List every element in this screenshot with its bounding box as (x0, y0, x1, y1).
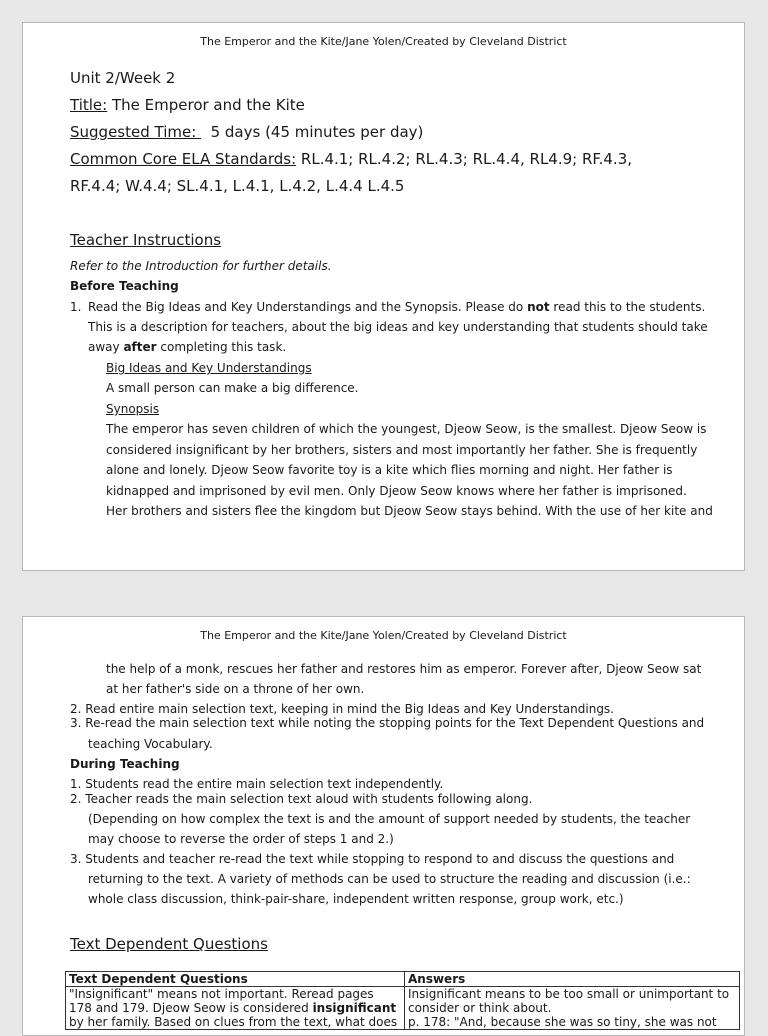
before-step-2: 2. Read entire main selection text, keeping in mind the Big Ideas and Key Understandings. (70, 702, 614, 716)
time-label: Suggested Time: (70, 123, 202, 141)
page-header: The Emperor and the Kite/Jane Yolen/Created by Cleveland District (200, 629, 567, 642)
page-header: The Emperor and the Kite/Jane Yolen/Created by Cleveland District (200, 35, 567, 48)
col-header-questions: Text Dependent Questions (66, 972, 405, 987)
during-step-3: 3. Students and teacher re-read the text while stopping to respond to and discuss the questions and (70, 852, 675, 866)
synopsis-heading: Synopsis (106, 402, 160, 416)
during-step-3-line: whole class discussion, think-pair-share, independent written response, group work, etc.) (88, 892, 624, 906)
table-row (66, 987, 740, 1030)
synopsis-line: Her brothers and sisters flee the kingdom but Djeow Seow stays behind. With the use of her kite and (106, 504, 713, 518)
standards-label: Common Core ELA Standards: (70, 150, 297, 168)
document-page-2 (22, 616, 745, 1036)
refer-note: Refer to the Introduction for further details. (70, 259, 332, 273)
tdq-heading: Text Dependent Questions (70, 935, 268, 953)
step-1-line-3: away after completing this task. (88, 340, 287, 354)
synopsis-line: considered insignificant by her brothers, sisters and most importantly her father. She is frequently (106, 443, 698, 457)
title-label: Title: (70, 96, 108, 114)
before-teaching-heading: Before Teaching (70, 279, 179, 293)
step-1-number: 1. (70, 300, 82, 314)
insignificant-bold: insignificant (312, 1001, 397, 1015)
big-ideas-heading: Big Ideas and Key Understandings (106, 361, 312, 375)
before-step-3: 3. Re-read the main selection text while noting the stopping points for the Text Dependent Questions and (70, 716, 705, 730)
time-value: 5 days (45 minutes per day) (201, 123, 424, 141)
big-ideas-text: A small person can make a big difference. (106, 381, 359, 395)
step-1-bold: not (527, 300, 550, 314)
standards-line-2: RF.4.4; W.4.4; SL.4.1, L.4.1, L.4.2, L.4.4 L.4.5 (70, 177, 405, 195)
question-cell: "Insignificant" means not important. Reread pages 178 and 179. Djeow Seow is considered insignificant by her family. Based on clues from the text, what does (66, 987, 405, 1030)
standards-line (70, 146, 632, 173)
synopsis-continued-line: the help of a monk, rescues her father and restores him as emperor. Forever after, Djeow Seow sat (106, 662, 702, 676)
title-value: The Emperor and the Kite (107, 96, 305, 114)
answer-cell: Insignificant means to be too small or unimportant to consider or think about. p. 178: "And, because she was so tiny, she was not (405, 987, 740, 1030)
during-step-2-note: (Depending on how complex the text is and the amount of support needed by students, the teacher (88, 812, 691, 826)
standards-value: RL.4.1; RL.4.2; RL.4.3; RL.4.4, RL4.9; RF.4.3, (296, 150, 633, 168)
step-1 (70, 300, 730, 314)
tdq-table (65, 971, 740, 1030)
synopsis-line: alone and lonely. Djeow Seow favorite toy is a kite which flies morning and night. Her father is (106, 463, 673, 477)
during-step-2: 2. Teacher reads the main selection text aloud with students following along. (70, 792, 533, 806)
table-header-row (66, 972, 740, 987)
col-header-answers: Answers (405, 972, 740, 987)
synopsis-line: kidnapped and imprisoned by evil men. Only Djeow Seow knows where her father is imprisoned. (106, 484, 687, 498)
after-bold: after (123, 340, 157, 354)
during-step-1: 1. Students read the entire main selection text independently. (70, 777, 444, 791)
title-line (70, 92, 305, 119)
teacher-instructions-heading: Teacher Instructions (70, 231, 222, 249)
before-step-3-cont: teaching Vocabulary. (88, 737, 213, 751)
synopsis-continued-line: at her father's side on a throne of her own. (106, 682, 365, 696)
during-step-3-line: returning to the text. A variety of methods can be used to structure the reading and discussion (i.e.: (88, 872, 691, 886)
step-1-text-end: read this to the students. (549, 300, 706, 314)
step-1-text: Read the Big Ideas and Key Understandings and the Synopsis. Please do (88, 300, 528, 314)
suggested-time-line (70, 119, 423, 146)
unit-line: Unit 2/Week 2 (70, 69, 176, 87)
document-page-1 (22, 22, 745, 571)
during-step-2-note: may choose to reverse the order of steps 1 and 2.) (88, 832, 394, 846)
during-teaching-heading: During Teaching (70, 757, 180, 771)
step-1-line-2: This is a description for teachers, about the big ideas and key understanding that students should take (88, 320, 708, 334)
synopsis-line: The emperor has seven children of which the youngest, Djeow Seow, is the smallest. Djeow Seow is (106, 422, 707, 436)
